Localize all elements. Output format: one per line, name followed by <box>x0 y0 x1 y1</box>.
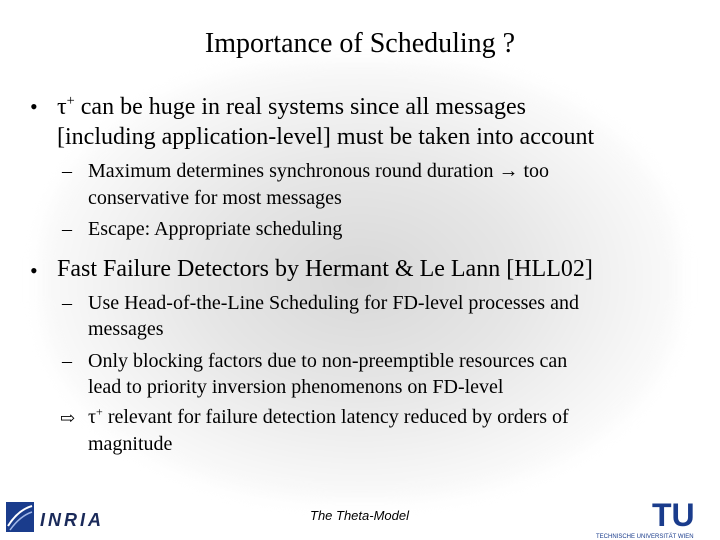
bullet2-sub1-line2: messages <box>88 318 164 340</box>
bullet2-sub2-line2: lead to priority inversion phenomenons on FD-level <box>88 376 504 398</box>
tu-wien-logo <box>596 496 718 540</box>
bullet2-sub1-line1: Use Head-of-the-Line Scheduling for FD-level processes and <box>88 292 579 314</box>
bullet2-sub3-line2: magnitude <box>88 433 173 455</box>
bullet2-line1: Fast Failure Detectors by Hermant & Le Lann [HLL02] <box>57 256 593 282</box>
bullet1-line1 <box>57 94 526 121</box>
bullet1-sub1-line2: conservative for most messages <box>88 187 342 209</box>
dash-icon: – <box>62 218 72 240</box>
dash-icon: – <box>62 160 72 182</box>
tau-superscript: + <box>66 93 75 109</box>
tu-logo-text: TU <box>652 497 695 533</box>
tau-symbol: τ <box>57 94 67 120</box>
bullet-dot-icon: • <box>30 258 38 283</box>
bullet-dot-icon: • <box>30 94 38 119</box>
bullet2-sub3-line1 <box>88 406 569 429</box>
bullet2-sub3-text: relevant for failure detection latency reduced by orders of <box>102 406 569 428</box>
tu-logo-subtitle: TECHNISCHE UNIVERSITÄT WIEN <box>596 534 694 540</box>
bullet1-sub1-line1: Maximum determines synchronous round duration → too <box>88 160 550 182</box>
inria-logo-text: INRIA <box>40 510 104 530</box>
bullet1-line2: [including application-level] must be taken into account <box>57 124 595 150</box>
slide-title: Importance of Scheduling ? <box>204 28 516 59</box>
hollow-right-arrow-icon: ⇨ <box>60 408 76 428</box>
bullet1-line1-text: can be huge in real systems since all messages <box>74 94 526 120</box>
tau-superscript: + <box>96 404 103 419</box>
dash-icon: – <box>62 350 72 372</box>
bullet2-sub2-line1: Only blocking factors due to non-preemptible resources can <box>88 350 568 372</box>
tau-symbol: τ <box>88 406 97 428</box>
inria-logo <box>4 496 124 538</box>
footer-title: The Theta-Model <box>310 508 409 523</box>
dash-icon: – <box>62 292 72 314</box>
bullet1-sub2: Escape: Appropriate scheduling <box>88 218 343 240</box>
